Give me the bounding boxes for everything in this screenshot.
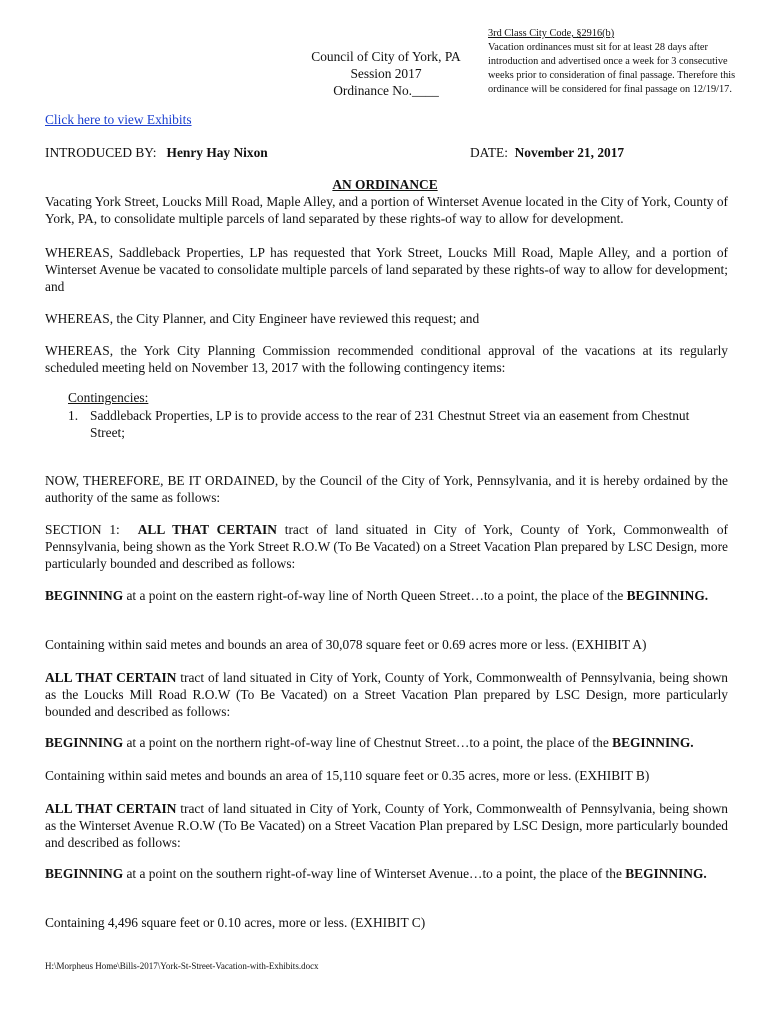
containing-paragraph-1: Containing within said metes and bounds an area of 30,078 square feet or 0.69 acres more or less. (EXHIBIT A): [45, 637, 647, 652]
date-value: November 21, 2017: [514, 145, 625, 160]
beginning-paragraph-1: [45, 587, 728, 604]
tract-2-text: tract of land situated in City of York, County of York, Commonwealth of Pennsylvania, being shown as the Loucks Mill Road R.O.W (To Be Vacated) on a Street Vacation Plan prepared by LSC Design, more particularly bounded and described as follows:: [45, 670, 728, 719]
contingencies-heading: Contingencies:: [68, 390, 149, 405]
date-label: DATE:: [470, 145, 508, 160]
tract-paragraph-2: [45, 669, 728, 720]
section-1-label: SECTION 1:: [45, 522, 120, 537]
ordinance-header: [280, 48, 492, 99]
beginning-2-text: at a point on the northern right-of-way line of Chestnut Street…to a point, the place of the: [123, 735, 613, 750]
beginning-1-end: BEGINNING.: [626, 588, 709, 603]
contingency-number: 1.: [68, 408, 79, 423]
code-note-heading: 3rd Class City Code, §2916(b): [488, 28, 615, 39]
tract-3-bold: ALL THAT CERTAIN: [45, 801, 177, 816]
beginning-3-text: at a point on the southern right-of-way line of Winterset Avenue…to a point, the place of the: [123, 866, 626, 881]
tract-3-text: tract of land situated in City of York, County of York, Commonwealth of Pennsylvania, being shown as the Winterset Avenue R.O.W (To Be Vacated) on a Street Vacation Plan prepared by LSC Design, more particularly bounded and described as follows:: [45, 801, 728, 850]
beginning-2-end: BEGINNING.: [612, 735, 694, 750]
whereas-paragraph-2: WHEREAS, the City Planner, and City Engineer have reviewed this request; and: [45, 311, 480, 326]
introduced-name: Henry Hay Nixon: [166, 145, 268, 160]
ordinance-number: Ordinance No.____: [333, 83, 439, 98]
beginning-1-bold: BEGINNING: [45, 588, 124, 603]
section-1-bold: ALL THAT CERTAIN: [137, 522, 277, 537]
contingency-text: Saddleback Properties, LP is to provide access to the rear of 231 Chestnut Street via an easement from Chestnut Street;: [90, 408, 690, 440]
summary-paragraph: Vacating York Street, Loucks Mill Road, Maple Alley, and a portion of Winterset Avenue located in the City of York, County of York, PA, to consolidate multiple parcels of land separated by these rights-of way to allow for development.: [45, 194, 728, 226]
council-name: Council of City of York, PA: [311, 49, 461, 64]
whereas-paragraph-1: WHEREAS, Saddleback Properties, LP has requested that York Street, Loucks Mill Road, Maple Alley, and a portion of Winterset Avenue be vacated to consolidate multiple parcels of land separated by these rights-of way to allow for development; and: [45, 245, 728, 294]
document-title: AN ORDINANCE: [332, 177, 438, 192]
beginning-1-text: at a point on the eastern right-of-way line of North Queen Street…to a point, the place of the: [123, 588, 627, 603]
beginning-2-bold: BEGINNING: [45, 735, 124, 750]
section-1-text: tract of land situated in City of York, County of York, Commonwealth of Pennsylvania, being shown as the York Street R.O.W (To Be Vacated) on a Street Vacation Plan prepared by LSC Design, more particularly bounded and described as follows:: [45, 522, 728, 571]
file-path-footer: H:\Morpheus Home\Bills-2017\York-St-Street-Vacation-with-Exhibits.docx: [45, 961, 319, 971]
introduced-by: [45, 145, 268, 161]
introduced-label: INTRODUCED BY:: [45, 145, 157, 160]
beginning-paragraph-3: [45, 865, 728, 882]
code-note: [488, 27, 740, 97]
code-note-text: Vacation ordinances must sit for at least 28 days after introduction and advertised once a week for 3 consecutive weeks prior to consideration of final passage. Therefore this ordinance will be considered for final passage on 12/19/17.: [488, 42, 736, 95]
section-1-paragraph: [45, 521, 728, 572]
view-exhibits-link[interactable]: Click here to view Exhibits: [45, 112, 192, 127]
containing-paragraph-3: Containing 4,496 square feet or 0.10 acres, more or less. (EXHIBIT C): [45, 915, 426, 930]
whereas-paragraph-3: WHEREAS, the York City Planning Commission recommended conditional approval of the vacations at its regularly scheduled meeting held on November 13, 2017 with the following contingency items:: [45, 343, 728, 375]
ordinance-date: [470, 145, 624, 161]
tract-2-bold: ALL THAT CERTAIN: [45, 670, 177, 685]
tract-paragraph-3: [45, 800, 728, 851]
session-label: Session 2017: [350, 66, 422, 81]
beginning-3-bold: BEGINNING: [45, 866, 124, 881]
ordained-paragraph: NOW, THEREFORE, BE IT ORDAINED, by the Council of the City of York, Pennsylvania, and it is hereby ordained by the authority of the same as follows:: [45, 473, 728, 505]
containing-paragraph-2: Containing within said metes and bounds an area of 15,110 square feet or 0.35 acres, more or less. (EXHIBIT B): [45, 768, 650, 783]
beginning-paragraph-2: [45, 734, 728, 751]
beginning-3-end: BEGINNING.: [625, 866, 707, 881]
